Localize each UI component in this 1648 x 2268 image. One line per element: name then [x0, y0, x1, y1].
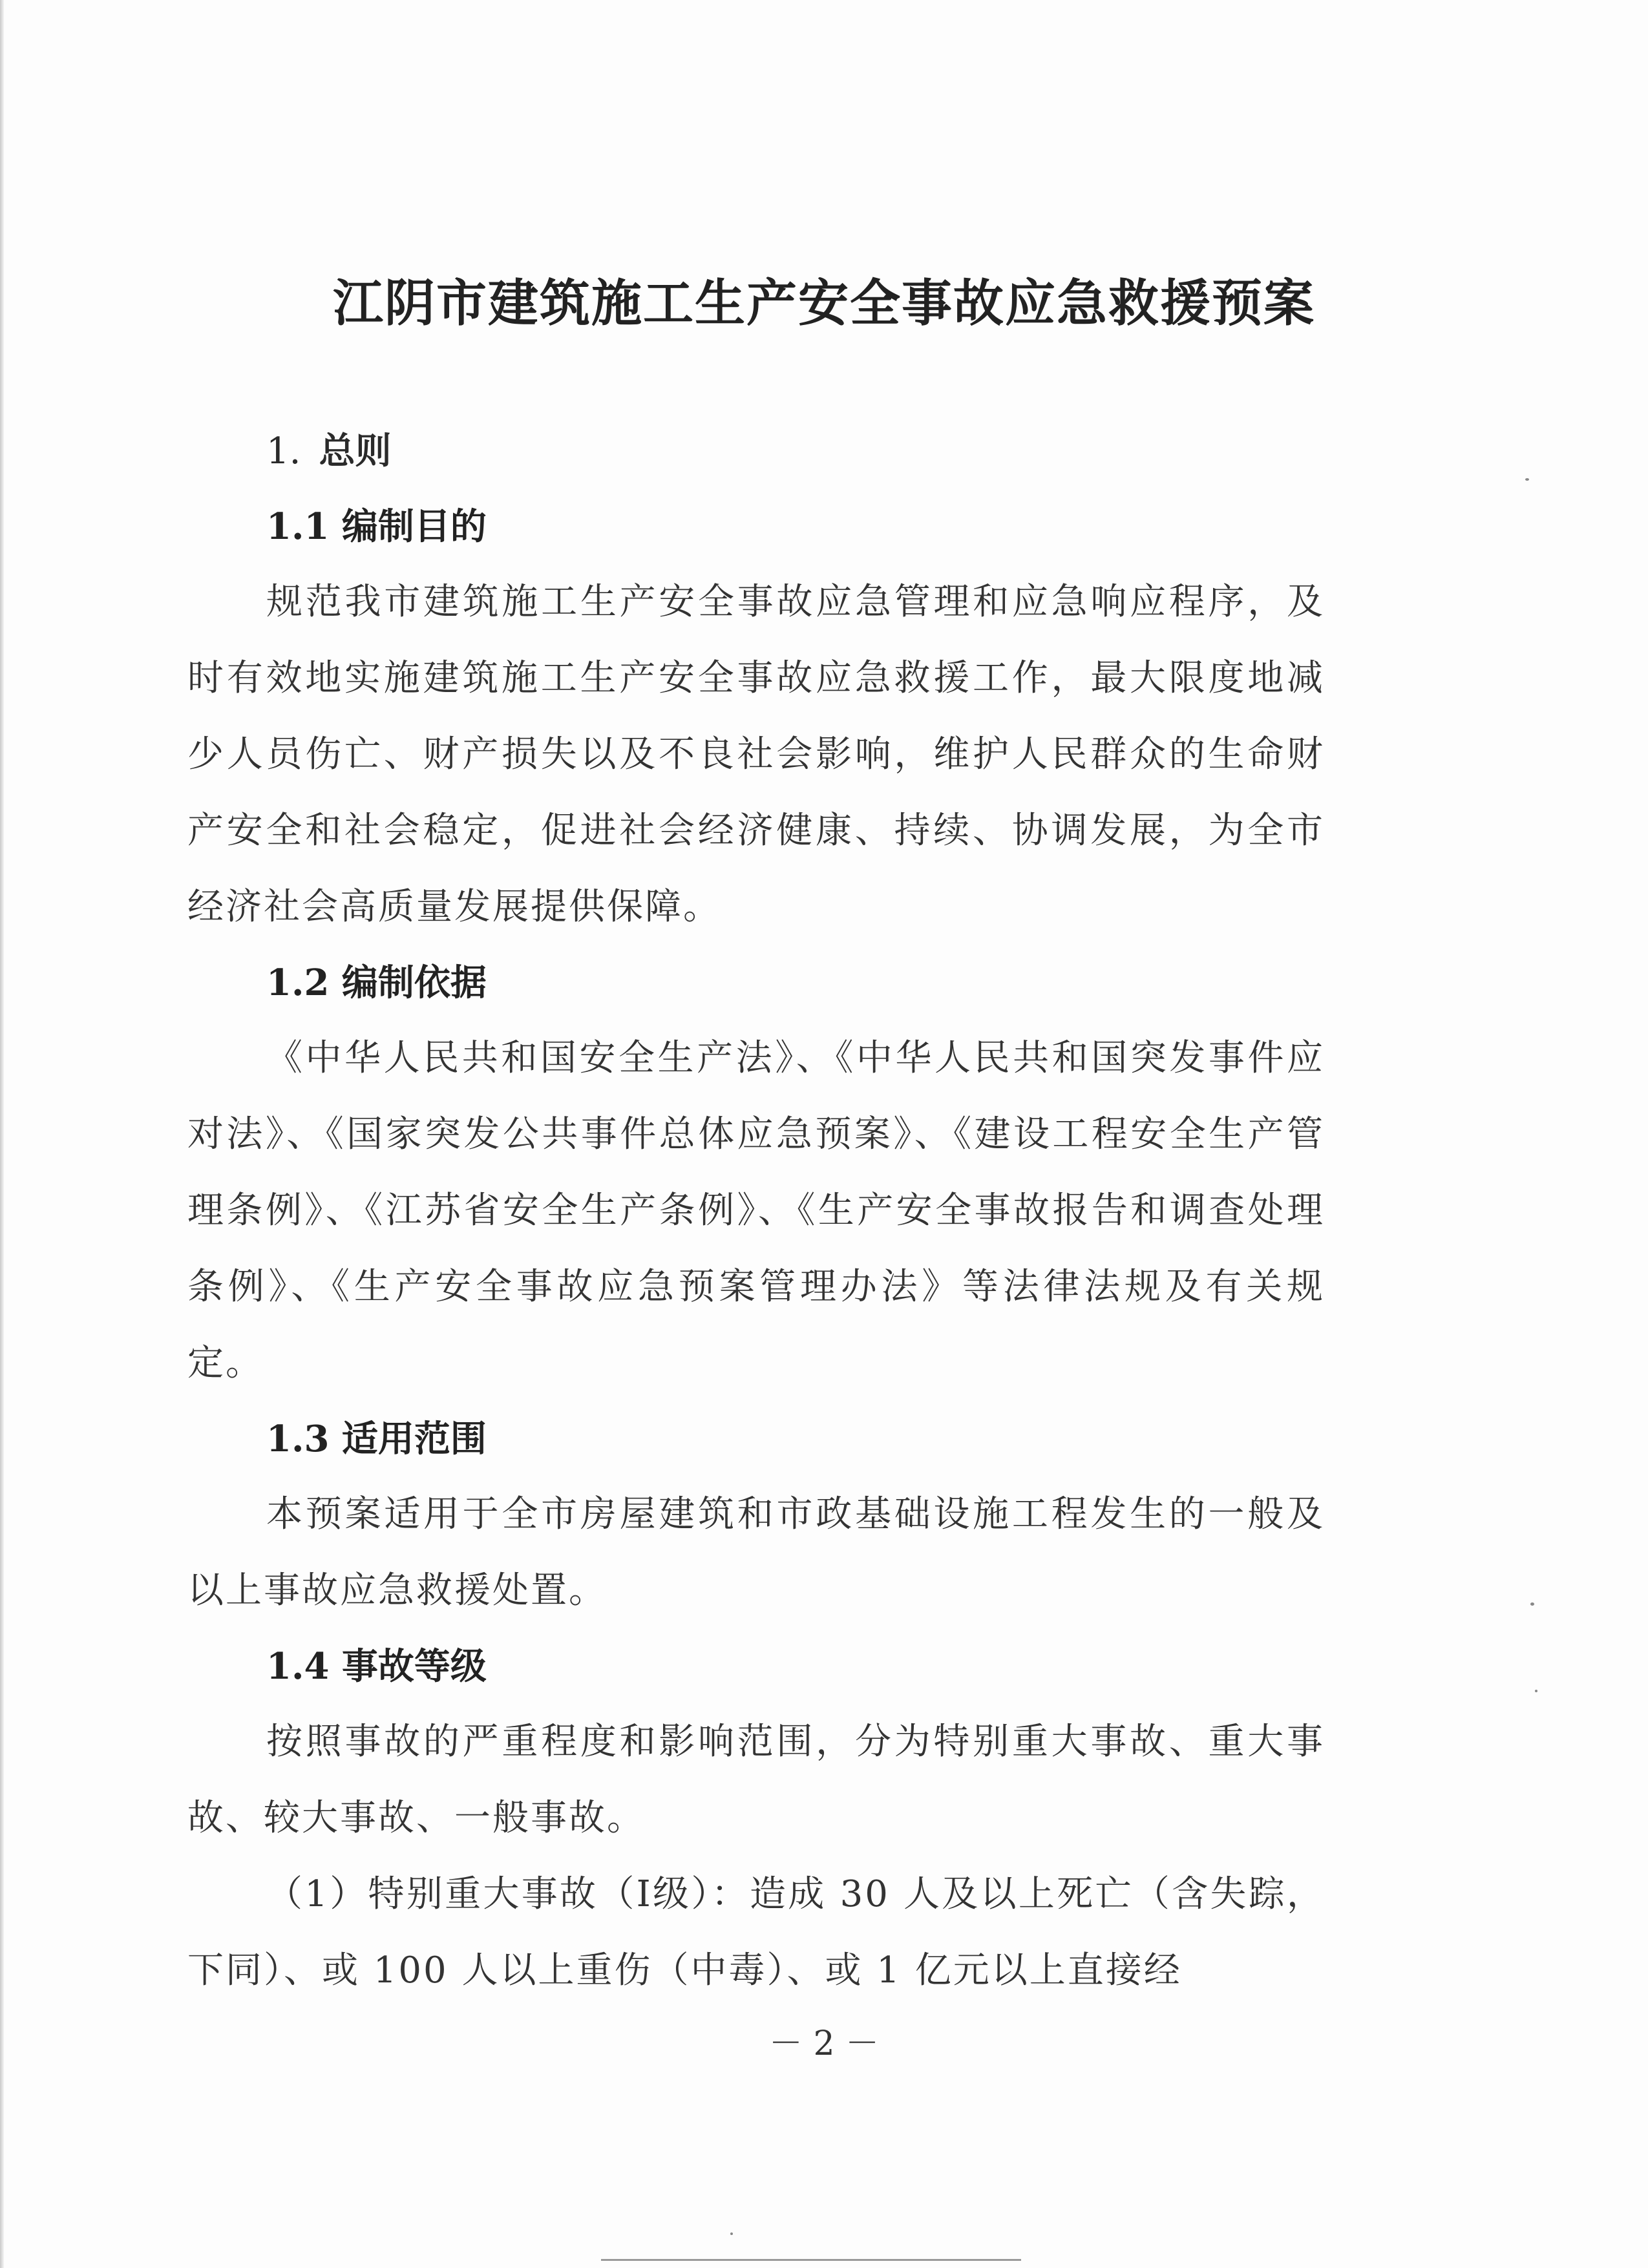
scan-speck	[1530, 1602, 1534, 1606]
paragraph-scope: 本预案适用于全市房屋建筑和市政基础设施工程发生的一般及以上事故应急救援处置。	[187, 1493, 1325, 1612]
document-title: 江阴市建筑施工生产安全事故应急救援预案	[332, 274, 1315, 333]
scan-speck	[1525, 478, 1529, 481]
scan-edge	[0, 0, 4, 2268]
subsection-heading-purpose: 1.1 编制目的	[266, 505, 487, 548]
section-number: 1.	[266, 430, 301, 472]
section-heading-general	[187, 414, 1325, 489]
paragraph-level-1: （1）特别重大事故（Ⅰ级）：造成 30 人及以上死亡（含失踪，下同）、或 100 人以上重伤（中毒）、或 1 亿元以上直接经	[187, 1873, 1325, 1991]
subsection-heading-basis: 1.2 编制依据	[266, 961, 487, 1004]
scan-edge-bottom	[601, 2259, 1021, 2261]
section-title: 总则	[319, 430, 392, 472]
paragraph-purpose: 规范我市建筑施工生产安全事故应急管理和应急响应程序，及时有效地实施建筑施工生产安全事故应急救援工作，最大限度地减少人员伤亡、财产损失以及不良社会影响，维护人民群众的生命财产安全和社会稳定，促进社会经济健康、持续、协调发展，为全市经济社会高质量发展提供保障。	[187, 581, 1325, 928]
paragraph-basis: 《中华人民共和国安全生产法》、《中华人民共和国突发事件应对法》、《国家突发公共事件总体应急预案》、《建设工程安全生产管理条例》、《江苏省安全生产条例》、《生产安全事故报告和调查处理条例》、《生产安全事故应急预案管理办法》等法律法规及有关规定。	[187, 1037, 1325, 1384]
subsection-heading-scope: 1.3 适用范围	[266, 1418, 487, 1460]
document-body	[187, 414, 1325, 2009]
scan-speck	[730, 2232, 733, 2235]
scan-speck	[1535, 1690, 1537, 1692]
paragraph-accident-levels: 按照事故的严重程度和影响范围，分为特别重大事故、重大事故、较大事故、一般事故。	[187, 1721, 1325, 1839]
page-number: － 2 －	[768, 2024, 880, 2063]
subsection-heading-accident-levels: 1.4 事故等级	[266, 1645, 487, 1688]
